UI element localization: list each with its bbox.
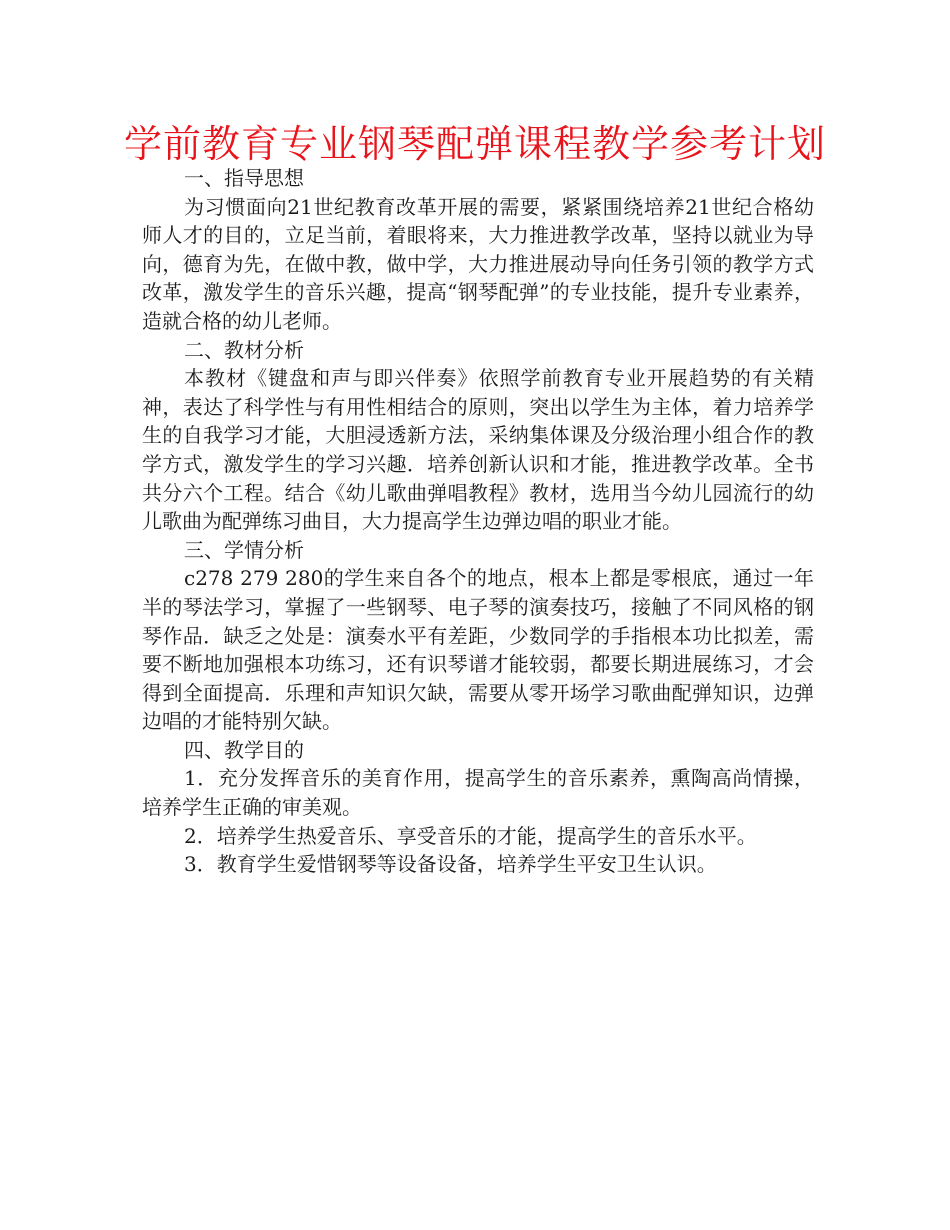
document-body (142, 164, 814, 879)
paragraph: 为习惯面向21世纪教育改革开展的需要，紧紧围绕培养21世纪合格幼师人才的目的，立足当前，着眼将来，大力推进教学改革，坚持以就业为导向，德育为先，在做中教，做中学，大力推进展动导向任务引领的教学方式改革，激发学生的音乐兴趣，提高“钢琴配弹”的专业技能，提升专业素养，造就合格的幼儿老师。 (142, 194, 814, 333)
paragraph: c278 279 280的学生来自各个的地点，根本上都是零根底，通过一年半的琴法学习，掌握了一些钢琴、电子琴的演奏技巧，接触了不同风格的钢琴作品．缺乏之处是：演奏水平有差距，少数同学的手指根本功比拟差，需要不断地加强根本功练习，还有识琴谱才能较弱，都要长期进展练习，才会得到全面提高．乐理和声知识欠缺，需要从零开场学习歌曲配弹知识，边弹边唱的才能特别欠缺。 (142, 566, 814, 734)
list-item: 2．培养学生热爱音乐、享受音乐的才能，提高学生的音乐水平。 (184, 823, 757, 848)
document-title: 学前教育专业钢琴配弹课程教学参考计划 (123, 122, 826, 166)
section-heading: 二、教材分析 (184, 337, 304, 362)
list-item: 3．教育学生爱惜钢琴等设备设备，培养学生平安卫生认识。 (184, 852, 717, 877)
section-heading: 一、指导思想 (184, 166, 304, 190)
section-heading: 三、学情分析 (184, 537, 304, 562)
paragraph: 本教材《键盘和声与即兴伴奏》依照学前教育专业开展趋势的有关精神，表达了科学性与有用性相结合的原则，突出以学生为主体，着力培养学生的自我学习才能，大胆浸透新方法，采纳集体课及分级治理小组合作的教学方式，激发学生的学习兴趣．培养创新认识和才能，推进教学改革。全书共分六个工程。结合《幼儿歌曲弹唱教程》教材，选用当今幼儿园流行的幼儿歌曲为配弹练习曲目，大力提高学生边弹边唱的职业才能。 (142, 366, 814, 534)
section-heading: 四、教学目的 (184, 737, 304, 762)
list-item: 1．充分发挥音乐的美育作用，提高学生的音乐素养，熏陶高尚情操，培养学生正确的审美观。 (142, 766, 814, 820)
